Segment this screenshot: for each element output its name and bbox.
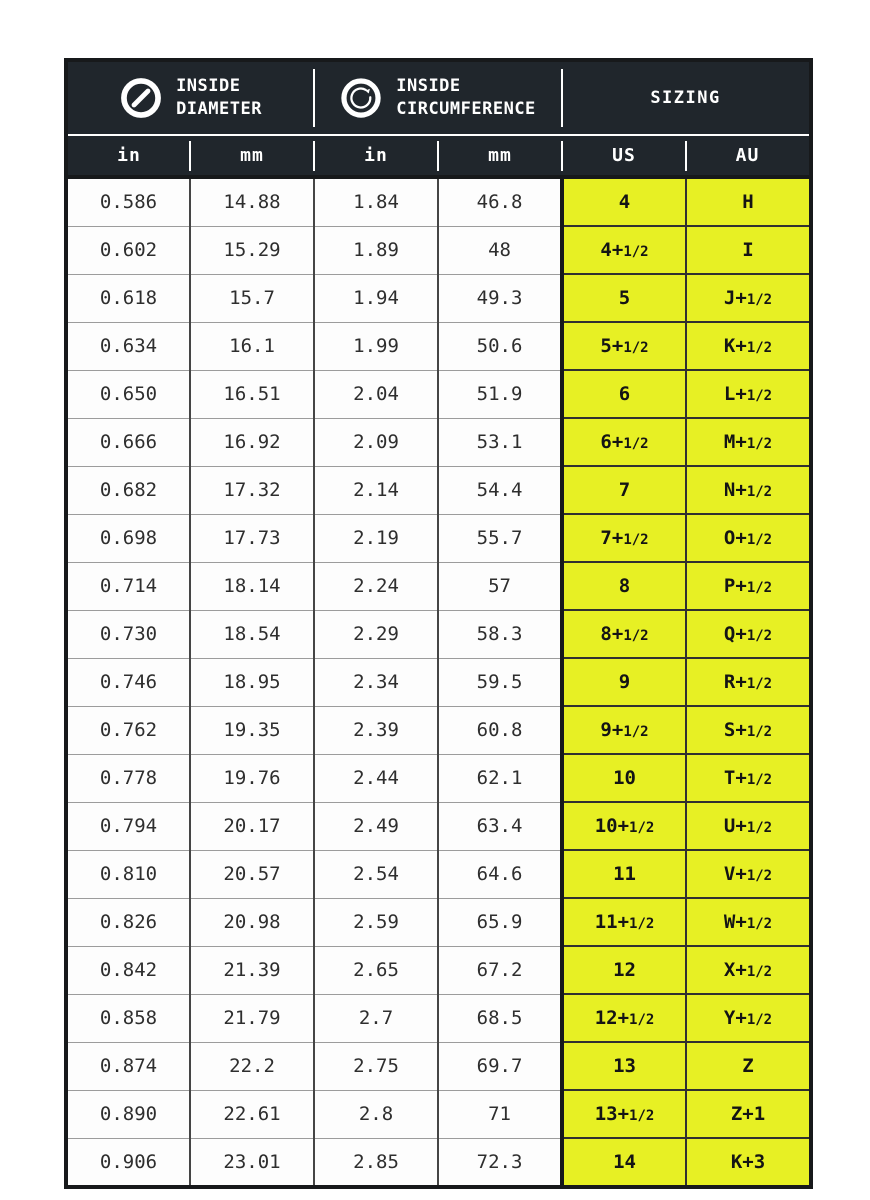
- circumference-mm-cell: 60.8: [438, 706, 562, 754]
- diameter-mm-cell: 18.95: [190, 658, 314, 706]
- diameter-mm-cell: 20.98: [190, 898, 314, 946]
- us-size-cell: 13: [562, 1042, 686, 1090]
- circumference-in-cell: 2.59: [314, 898, 438, 946]
- circumference-mm-cell: 62.1: [438, 754, 562, 802]
- us-size-cell: 6+1/2: [562, 418, 686, 466]
- au-size-cell: P+1/2: [686, 562, 811, 610]
- au-size-cell: V+1/2: [686, 850, 811, 898]
- us-size-cell: 6: [562, 370, 686, 418]
- diameter-mm-cell: 15.29: [190, 226, 314, 274]
- au-size-cell: I: [686, 226, 811, 274]
- table-body: [66, 177, 811, 1187]
- diameter-mm-cell: 20.57: [190, 850, 314, 898]
- diameter-mm-cell: 16.1: [190, 322, 314, 370]
- circumference-in-cell: 2.8: [314, 1090, 438, 1138]
- us-size-cell: 10+1/2: [562, 802, 686, 850]
- diameter-mm-cell: 17.32: [190, 466, 314, 514]
- us-size-cell: 11+1/2: [562, 898, 686, 946]
- table-row: [66, 706, 811, 754]
- circumference-mm-cell: 63.4: [438, 802, 562, 850]
- diameter-mm-cell: 19.76: [190, 754, 314, 802]
- sizing-label: SIZING: [650, 88, 721, 108]
- diameter-in-cell: 0.650: [66, 370, 190, 418]
- circumference-in-cell: 1.99: [314, 322, 438, 370]
- table-row: [66, 898, 811, 946]
- diameter-mm-cell: 15.7: [190, 274, 314, 322]
- diameter-in-cell: 0.730: [66, 610, 190, 658]
- us-size-cell: 5: [562, 274, 686, 322]
- au-size-cell: Y+1/2: [686, 994, 811, 1042]
- diameter-in-cell: 0.682: [66, 466, 190, 514]
- us-size-cell: 8: [562, 562, 686, 610]
- us-size-cell: 12+1/2: [562, 994, 686, 1042]
- diameter-mm-cell: 17.73: [190, 514, 314, 562]
- diameter-in-cell: 0.618: [66, 274, 190, 322]
- diameter-in-cell: 0.858: [66, 994, 190, 1042]
- unit-diameter-in: in: [66, 135, 190, 177]
- table-row: [66, 1042, 811, 1090]
- circumference-in-cell: 2.04: [314, 370, 438, 418]
- unit-sizing-au: AU: [686, 135, 811, 177]
- diameter-in-cell: 0.874: [66, 1042, 190, 1090]
- circumference-mm-cell: 48: [438, 226, 562, 274]
- table-row: [66, 514, 811, 562]
- diameter-in-cell: 0.602: [66, 226, 190, 274]
- table-row: [66, 370, 811, 418]
- us-size-cell: 14: [562, 1138, 686, 1187]
- circumference-in-cell: 2.7: [314, 994, 438, 1042]
- diameter-mm-cell: 21.39: [190, 946, 314, 994]
- diameter-mm-cell: 18.54: [190, 610, 314, 658]
- table-row: [66, 994, 811, 1042]
- us-size-cell: 4: [562, 177, 686, 226]
- circumference-icon: [340, 77, 382, 119]
- circumference-in-cell: 1.94: [314, 274, 438, 322]
- circumference-in-cell: 2.49: [314, 802, 438, 850]
- circumference-mm-cell: 68.5: [438, 994, 562, 1042]
- diameter-icon: [120, 77, 162, 119]
- diameter-in-cell: 0.634: [66, 322, 190, 370]
- unit-sizing-us: US: [562, 135, 686, 177]
- sizing-header: [562, 60, 811, 135]
- circumference-mm-cell: 54.4: [438, 466, 562, 514]
- diameter-mm-cell: 20.17: [190, 802, 314, 850]
- ring-size-table: [64, 58, 813, 1189]
- au-size-cell: Z: [686, 1042, 811, 1090]
- diameter-mm-cell: 14.88: [190, 177, 314, 226]
- us-size-cell: 7+1/2: [562, 514, 686, 562]
- diameter-mm-cell: 23.01: [190, 1138, 314, 1187]
- circumference-in-cell: 1.84: [314, 177, 438, 226]
- diameter-in-cell: 0.906: [66, 1138, 190, 1187]
- circumference-mm-cell: 72.3: [438, 1138, 562, 1187]
- circumference-in-cell: 2.65: [314, 946, 438, 994]
- circumference-mm-cell: 69.7: [438, 1042, 562, 1090]
- inside-diameter-label: INSIDE DIAMETER: [176, 76, 262, 119]
- diameter-in-cell: 0.586: [66, 177, 190, 226]
- au-size-cell: L+1/2: [686, 370, 811, 418]
- diameter-mm-cell: 16.92: [190, 418, 314, 466]
- au-size-cell: W+1/2: [686, 898, 811, 946]
- circumference-mm-cell: 58.3: [438, 610, 562, 658]
- circumference-mm-cell: 67.2: [438, 946, 562, 994]
- diameter-in-cell: 0.794: [66, 802, 190, 850]
- table-row: [66, 754, 811, 802]
- diameter-mm-cell: 21.79: [190, 994, 314, 1042]
- unit-diameter-mm: mm: [190, 135, 314, 177]
- au-size-cell: T+1/2: [686, 754, 811, 802]
- circumference-in-cell: 2.44: [314, 754, 438, 802]
- us-size-cell: 9: [562, 658, 686, 706]
- diameter-in-cell: 0.778: [66, 754, 190, 802]
- circumference-mm-cell: 49.3: [438, 274, 562, 322]
- circumference-mm-cell: 46.8: [438, 177, 562, 226]
- diameter-in-cell: 0.698: [66, 514, 190, 562]
- au-size-cell: O+1/2: [686, 514, 811, 562]
- diameter-in-cell: 0.810: [66, 850, 190, 898]
- au-size-cell: H: [686, 177, 811, 226]
- circumference-in-cell: 2.54: [314, 850, 438, 898]
- us-size-cell: 5+1/2: [562, 322, 686, 370]
- au-size-cell: S+1/2: [686, 706, 811, 754]
- diameter-mm-cell: 22.61: [190, 1090, 314, 1138]
- unit-circumference-mm: mm: [438, 135, 562, 177]
- diameter-in-cell: 0.826: [66, 898, 190, 946]
- table-row: [66, 1090, 811, 1138]
- circumference-in-cell: 2.24: [314, 562, 438, 610]
- circumference-mm-cell: 64.6: [438, 850, 562, 898]
- us-size-cell: 13+1/2: [562, 1090, 686, 1138]
- au-size-cell: K+3: [686, 1138, 811, 1187]
- au-size-cell: J+1/2: [686, 274, 811, 322]
- au-size-cell: Q+1/2: [686, 610, 811, 658]
- table-row: [66, 418, 811, 466]
- circumference-mm-cell: 59.5: [438, 658, 562, 706]
- inside-circumference-label: INSIDE CIRCUMFERENCE: [396, 76, 536, 119]
- table-title-row: [66, 60, 811, 135]
- circumference-in-cell: 2.29: [314, 610, 438, 658]
- circumference-in-cell: 2.34: [314, 658, 438, 706]
- diameter-mm-cell: 19.35: [190, 706, 314, 754]
- table-row: [66, 562, 811, 610]
- diameter-mm-cell: 22.2: [190, 1042, 314, 1090]
- au-size-cell: R+1/2: [686, 658, 811, 706]
- table-row: [66, 946, 811, 994]
- table-units-row: [66, 135, 811, 177]
- us-size-cell: 8+1/2: [562, 610, 686, 658]
- table-row: [66, 177, 811, 226]
- diameter-mm-cell: 18.14: [190, 562, 314, 610]
- circumference-in-cell: 2.09: [314, 418, 438, 466]
- circumference-mm-cell: 50.6: [438, 322, 562, 370]
- au-size-cell: N+1/2: [686, 466, 811, 514]
- us-size-cell: 10: [562, 754, 686, 802]
- circumference-mm-cell: 55.7: [438, 514, 562, 562]
- diameter-in-cell: 0.842: [66, 946, 190, 994]
- inside-diameter-header: [66, 60, 314, 135]
- au-size-cell: K+1/2: [686, 322, 811, 370]
- au-size-cell: U+1/2: [686, 802, 811, 850]
- table-row: [66, 850, 811, 898]
- circumference-in-cell: 2.19: [314, 514, 438, 562]
- table-row: [66, 322, 811, 370]
- table-row: [66, 658, 811, 706]
- circumference-mm-cell: 71: [438, 1090, 562, 1138]
- circumference-mm-cell: 53.1: [438, 418, 562, 466]
- circumference-mm-cell: 57: [438, 562, 562, 610]
- diameter-in-cell: 0.762: [66, 706, 190, 754]
- table-row: [66, 466, 811, 514]
- diameter-in-cell: 0.714: [66, 562, 190, 610]
- circumference-in-cell: 2.75: [314, 1042, 438, 1090]
- au-size-cell: Z+1: [686, 1090, 811, 1138]
- table-row: [66, 274, 811, 322]
- unit-circumference-in: in: [314, 135, 438, 177]
- circumference-in-cell: 2.14: [314, 466, 438, 514]
- table-row: [66, 610, 811, 658]
- circumference-in-cell: 1.89: [314, 226, 438, 274]
- au-size-cell: M+1/2: [686, 418, 811, 466]
- us-size-cell: 11: [562, 850, 686, 898]
- us-size-cell: 4+1/2: [562, 226, 686, 274]
- us-size-cell: 7: [562, 466, 686, 514]
- inside-circumference-header: [314, 60, 562, 135]
- diameter-mm-cell: 16.51: [190, 370, 314, 418]
- diameter-in-cell: 0.890: [66, 1090, 190, 1138]
- table-row: [66, 802, 811, 850]
- circumference-mm-cell: 65.9: [438, 898, 562, 946]
- table-row: [66, 226, 811, 274]
- us-size-cell: 12: [562, 946, 686, 994]
- diameter-in-cell: 0.746: [66, 658, 190, 706]
- circumference-in-cell: 2.39: [314, 706, 438, 754]
- au-size-cell: X+1/2: [686, 946, 811, 994]
- circumference-mm-cell: 51.9: [438, 370, 562, 418]
- diameter-in-cell: 0.666: [66, 418, 190, 466]
- us-size-cell: 9+1/2: [562, 706, 686, 754]
- table-row: [66, 1138, 811, 1187]
- circumference-in-cell: 2.85: [314, 1138, 438, 1187]
